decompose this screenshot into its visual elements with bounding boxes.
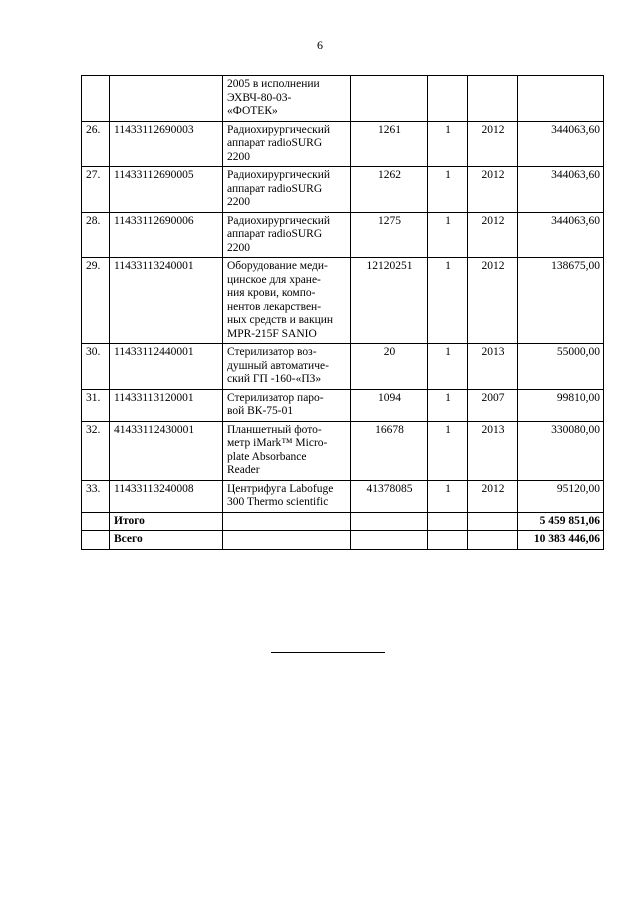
cell-qty: 1 — [428, 389, 468, 421]
cell-serial: 1261 — [351, 121, 428, 167]
cell-name — [223, 389, 351, 421]
name-line: ский ГП -160-«ПЗ» — [227, 373, 322, 385]
cell-inventory: 11433112690003 — [110, 121, 223, 167]
name-line: MPR-215F SANIO — [227, 327, 317, 340]
cell-inventory — [110, 76, 223, 122]
cell-qty — [428, 76, 468, 122]
name-line: аппарат radioSURG — [227, 228, 323, 240]
cell-num: 32. — [82, 421, 110, 480]
cell-name — [223, 76, 351, 122]
cell-serial: 12120251 — [351, 258, 428, 344]
total-value: 10 383 446,06 — [518, 531, 604, 550]
cell-empty — [351, 531, 428, 550]
cell-qty: 1 — [428, 421, 468, 480]
name-line: Планшетный фото- — [227, 423, 322, 436]
table-row — [82, 344, 604, 390]
cell-name — [223, 167, 351, 213]
cell-name — [223, 344, 351, 390]
name-line: plate Absorbance — [227, 450, 307, 463]
name-line: Центрифуга Labofuge — [227, 482, 334, 495]
total-label: Итого — [110, 512, 223, 531]
cell-serial: 1094 — [351, 389, 428, 421]
name-line: вой ВК-75-01 — [227, 405, 294, 417]
cell-empty — [223, 512, 351, 531]
table-row — [82, 421, 604, 480]
cell-inventory: 11433112690006 — [110, 212, 223, 258]
cell-qty: 1 — [428, 167, 468, 213]
total-value: 5 459 851,06 — [518, 512, 604, 531]
cell-inventory: 11433113120001 — [110, 389, 223, 421]
cell-cost: 95120,00 — [518, 480, 604, 512]
cell-year: 2012 — [468, 258, 518, 344]
cell-inventory: 11433112690005 — [110, 167, 223, 213]
name-line: аппарат radioSURG — [227, 182, 323, 195]
table-row-continued — [82, 76, 604, 122]
cell-num: 28. — [82, 212, 110, 258]
cell-num — [82, 512, 110, 531]
name-line: нентов лекарствен- — [227, 300, 322, 313]
cell-serial: 1275 — [351, 212, 428, 258]
cell-name — [223, 480, 351, 512]
name-line: аппарат radioSURG — [227, 137, 323, 149]
cell-year: 2013 — [468, 421, 518, 480]
name-line: 300 Thermo scientific — [227, 496, 329, 508]
cell-cost: 55000,00 — [518, 344, 604, 390]
name-line: 2005 в исполнении — [227, 78, 320, 90]
cell-qty: 1 — [428, 121, 468, 167]
name-line: душный автоматиче- — [227, 359, 329, 372]
name-line: 2200 — [227, 150, 250, 163]
table-row — [82, 480, 604, 512]
cell-serial: 41378085 — [351, 480, 428, 512]
cell-serial: 20 — [351, 344, 428, 390]
name-line: Радиохирургический — [227, 169, 331, 181]
cell-name — [223, 212, 351, 258]
name-line: метр iMark™ Micro- — [227, 437, 328, 449]
total-row — [82, 512, 604, 531]
table-row — [82, 258, 604, 344]
table-row — [82, 121, 604, 167]
cell-year: 2013 — [468, 344, 518, 390]
table-row — [82, 212, 604, 258]
cell-empty — [428, 512, 468, 531]
cell-cost: 344063,60 — [518, 121, 604, 167]
cell-serial — [351, 76, 428, 122]
cell-num: 27. — [82, 167, 110, 213]
cell-cost: 99810,00 — [518, 389, 604, 421]
page-number: 6 — [317, 38, 323, 52]
cell-empty — [468, 512, 518, 531]
name-line: ных средств и вакцин — [227, 314, 334, 326]
cell-cost: 330080,00 — [518, 421, 604, 480]
cell-empty — [351, 512, 428, 531]
equipment-table — [81, 75, 604, 550]
table-body — [82, 76, 604, 550]
cell-year: 2012 — [468, 167, 518, 213]
cell-num: 31. — [82, 389, 110, 421]
cell-qty: 1 — [428, 212, 468, 258]
cell-qty: 1 — [428, 480, 468, 512]
cell-inventory: 11433113240001 — [110, 258, 223, 344]
name-line: «ФОТЕК» — [227, 105, 278, 117]
cell-inventory: 11433112440001 — [110, 344, 223, 390]
separator-line — [271, 652, 385, 653]
cell-num: 30. — [82, 344, 110, 390]
name-line: Радиохирургический — [227, 123, 331, 136]
cell-cost: 138675,00 — [518, 258, 604, 344]
cell-year: 2007 — [468, 389, 518, 421]
cell-num — [82, 531, 110, 550]
name-line: Стерилизатор воз- — [227, 346, 317, 358]
cell-year: 2012 — [468, 121, 518, 167]
cell-qty: 1 — [428, 344, 468, 390]
cell-year: 2012 — [468, 480, 518, 512]
name-line: Оборудование меди- — [227, 260, 328, 272]
cell-num: 33. — [82, 480, 110, 512]
name-line: Стерилизатор паро- — [227, 391, 324, 404]
name-line: 2200 — [227, 241, 250, 254]
name-line: ЭХВЧ-80-03- — [227, 91, 292, 104]
name-line: ния крови, компо- — [227, 287, 316, 299]
cell-num: 26. — [82, 121, 110, 167]
cell-num — [82, 76, 110, 122]
cell-inventory: 41433112430001 — [110, 421, 223, 480]
cell-qty: 1 — [428, 258, 468, 344]
cell-serial: 16678 — [351, 421, 428, 480]
cell-empty — [468, 531, 518, 550]
name-line: 2200 — [227, 196, 250, 208]
cell-cost: 344063,60 — [518, 167, 604, 213]
cell-serial: 1262 — [351, 167, 428, 213]
cell-year — [468, 76, 518, 122]
cell-empty — [223, 531, 351, 550]
cell-name — [223, 258, 351, 344]
total-label: Всего — [110, 531, 223, 550]
cell-inventory: 11433113240008 — [110, 480, 223, 512]
table-row — [82, 167, 604, 213]
name-line: Reader — [227, 464, 260, 476]
total-row — [82, 531, 604, 550]
cell-name — [223, 121, 351, 167]
cell-cost — [518, 76, 604, 122]
cell-num: 29. — [82, 258, 110, 344]
name-line: цинское для хране- — [227, 273, 321, 286]
cell-year: 2012 — [468, 212, 518, 258]
cell-name — [223, 421, 351, 480]
name-line: Радиохирургический — [227, 214, 331, 227]
table-row — [82, 389, 604, 421]
cell-empty — [428, 531, 468, 550]
cell-cost: 344063,60 — [518, 212, 604, 258]
